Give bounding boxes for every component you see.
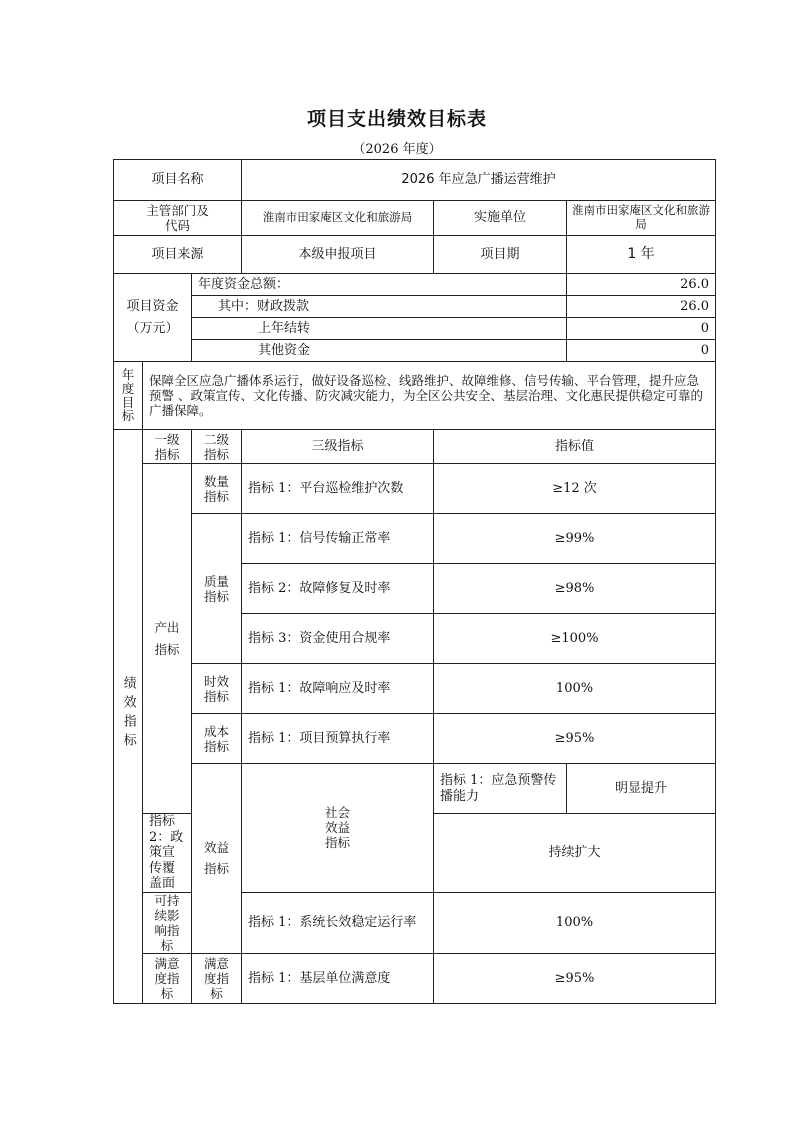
quality-item-1-name: 指标 1：信号传输正常率 [242,514,434,564]
annual-goal-label [114,362,143,430]
cost-item-1-value: ≥95% [434,714,716,764]
social-label-text: 社会效益指标 [324,805,350,851]
cost-item-1-name: 指标 1：项目预算执行率 [242,714,434,764]
sustain-item-1-name [242,892,434,953]
timeliness-label [192,664,242,714]
benefit-label [192,764,242,954]
document-title: 项目支出绩效目标表 [306,108,487,130]
indicators-section-text: 绩效指标 [120,676,136,753]
header-value: 指标值 [434,430,716,464]
header-level2 [192,430,242,464]
funds-row-fiscal-label: 其中：财政拨款 [192,296,567,318]
funds-label-line2: （万元） [126,320,179,336]
funds-label-line1: 项目资金 [126,298,179,314]
project-name-label: 项目名称 [114,160,242,201]
funds-row-total-label: 年度资金总额： [192,274,567,296]
period-label: 项目期 [434,236,567,274]
funds-row-other-value: 0 [567,340,716,362]
annual-goal-label-text: 年度目标 [121,367,135,424]
cost-label [192,714,242,764]
quantity-item-1-name: 指标 1：平台巡检维护次数 [242,464,434,514]
timeliness-label-text: 时效指标 [203,673,229,704]
social-item-1-value: 明显提升 [567,764,716,814]
sustain-label-text: 可持续影响指标 [154,892,180,953]
satisfaction-item-1-rest: 基层单位满意度 [299,970,391,986]
funds-row-other-label: 其他资金 [192,340,567,362]
satisfaction-item-1-prefix: 指标 1： [248,970,300,986]
satisfaction-sub-label [192,953,242,1003]
sustain-item-1-value: 100% [434,892,716,953]
social-label [242,764,434,893]
quality-label [192,514,242,664]
sustain-label [143,892,192,953]
impl-label: 实施单位 [434,201,567,236]
satisfaction-item-1-name [242,953,434,1003]
dept-label [114,201,242,236]
annual-goal-text: 保障全区应急广播体系运行，做好设备巡检、线路维护、故障维修、信号传输、平台管理，提升应急预警 、政策宣传、文化传播、防灾减灾能力，为全区公共安全、基层治理、文化惠民提供稳定可靠的广播保障。 [143,362,716,430]
header-level1 [143,430,192,464]
social-item-2-name: 指标 2：政策宣传覆盖面 [143,814,192,893]
indicators-section-label [114,430,143,1004]
quantity-label [192,464,242,514]
funds-row-carryover-label: 上年结转 [192,318,567,340]
funds-row-fiscal-value: 26.0 [567,296,716,318]
sustain-item-1-prefix: 指标 1： [248,915,300,931]
quality-item-2-name: 指标 2：故障修复及时率 [242,564,434,614]
document-year: （2026 年度） [352,142,442,157]
period-value: 1 年 [567,236,716,274]
satisfaction-item-1-value: ≥95% [434,953,716,1003]
dept-label-text: 主管部门及代码 [146,203,209,233]
output-label [143,464,192,814]
quality-label-text: 质量指标 [203,573,229,604]
benefit-label-text: 效益指标 [203,840,229,877]
quantity-label-text: 数量指标 [203,473,229,504]
header-level2-text: 二级指标 [203,431,229,462]
social-item-1-name: 指标 1：应急预警传播能力 [434,764,567,814]
social-item-2-value: 持续扩大 [434,814,716,893]
quality-item-2-value: ≥98% [434,564,716,614]
quality-item-1-value: ≥99% [434,514,716,564]
funds-row-total-value: 26.0 [567,274,716,296]
dept-value: 淮南市田家庵区文化和旅游局 [242,201,434,236]
quality-item-3-name: 指标 3：资金使用合规率 [242,614,434,664]
timeliness-item-1-name: 指标 1：故障响应及时率 [242,664,434,714]
sustain-item-1-rest: 系统长效稳定运行率 [299,915,417,931]
source-value: 本级申报项目 [242,236,434,274]
output-label-text: 产出指标 [154,620,180,657]
satisfaction-label-text: 满意度指标 [154,955,180,1001]
source-label: 项目来源 [114,236,242,274]
cost-label-text: 成本指标 [203,723,229,754]
satisfaction-label [143,953,192,1003]
timeliness-item-1-value: 100% [434,664,716,714]
funds-label [114,274,192,362]
performance-table [113,159,716,1004]
satisfaction-sub-label-text: 满意度指标 [203,955,229,1001]
funds-row-carryover-value: 0 [567,318,716,340]
header-level3: 三级指标 [242,430,434,464]
quality-item-3-value: ≥100% [434,614,716,664]
impl-value: 淮南市田家庵区文化和旅游局 [567,201,716,236]
quantity-item-1-value: ≥12 次 [434,464,716,514]
project-name-value: 2026 年应急广播运营维护 [242,160,716,201]
header-level1-text: 一级指标 [154,431,180,462]
